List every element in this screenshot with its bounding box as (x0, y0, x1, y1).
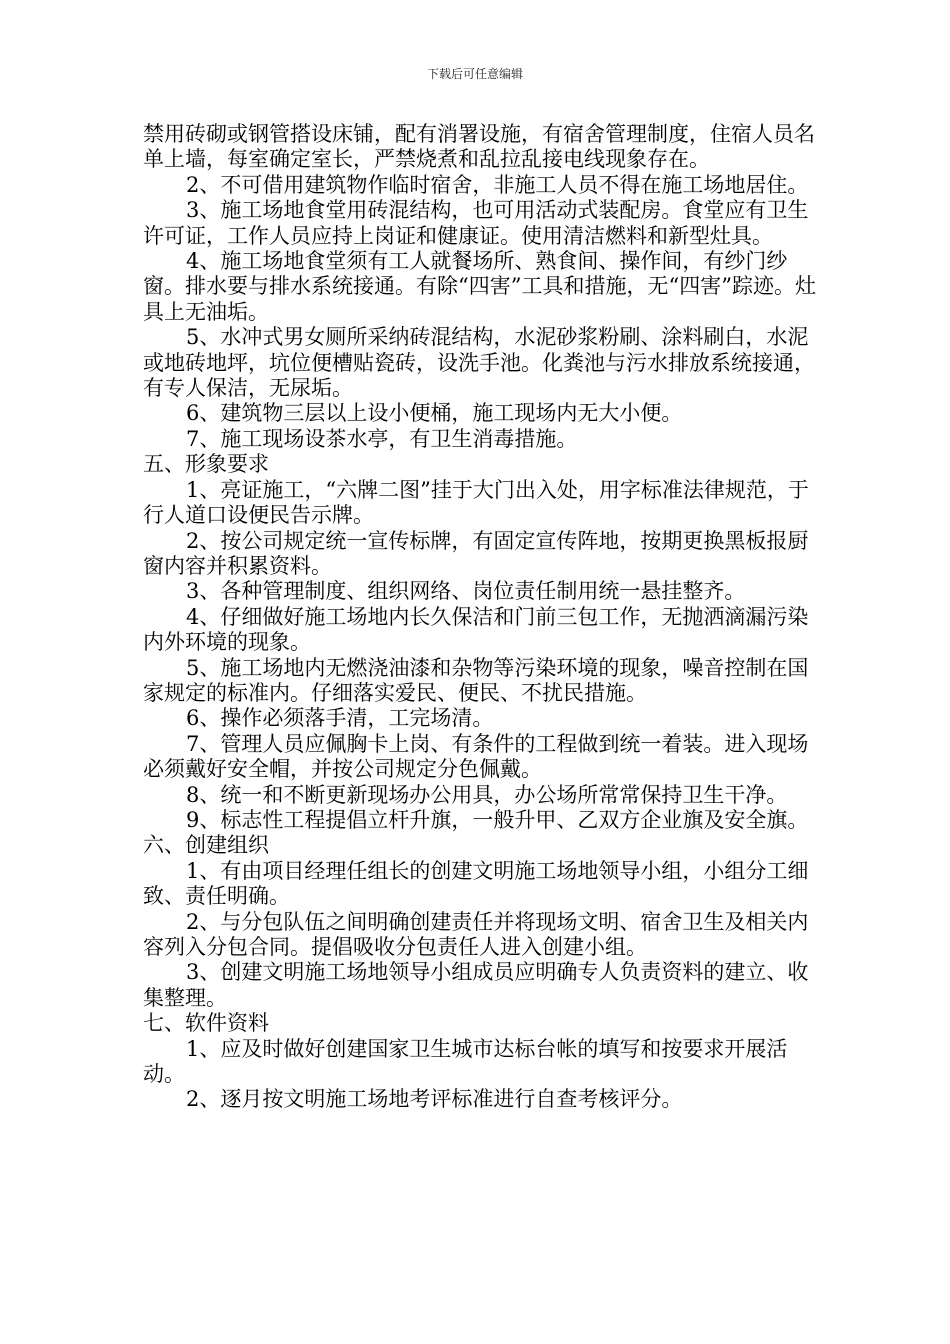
section5-item-2: 2、按公司规定统一宣传标牌，有固定宣传阵地，按期更换黑板报厨窗内容并积累资料。 (143, 528, 809, 578)
paragraph-item-5: 5、水冲式男女厕所采纳砖混结构，水泥砂浆粉刷、涂料刷白，水泥或地砖地坪，坑位便槽贴瓷砖，设洗手池。化粪池与污水排放系统接通，有专人保洁，无尿垢。 (143, 325, 815, 401)
paragraph-item-2: 2、不可借用建筑物作临时宿舍，非施工人员不得在施工场地居住。 (186, 172, 809, 197)
section-heading-image-requirements: 五、形象要求 (143, 452, 269, 477)
paragraph-dormitory-rules: 禁用砖砌或钢管搭设床铺，配有消署设施，有宿舍管理制度，住宿人员名单上墙，每室确定室长，严禁烧煮和乱拉乱接电线现象存在。 (143, 122, 815, 172)
section5-item-8: 8、统一和不断更新现场办公用具，办公场所常常保持卫生干净。 (186, 782, 788, 807)
section-heading-software-materials: 七、软件资料 (143, 1011, 269, 1036)
section5-item-7: 7、管理人员应佩胸卡上岗、有条件的工程做到统一着装。进入现场必须戴好安全帽，并按公司规定分色佩戴。 (143, 731, 809, 782)
paragraph-item-6: 6、建筑物三层以上设小便桶，施工现场内无大小便。 (186, 401, 683, 426)
section5-item-6: 6、操作必须落手清，工完场清。 (186, 706, 494, 731)
paragraph-item-3: 3、施工场地食堂用砖混结构，也可用活动式装配房。食堂应有卫生许可证，工作人员应持上岗证和健康证。使用清洁燃料和新型灶具。 (143, 198, 809, 248)
paragraph-item-7: 7、施工现场设茶水亭，有卫生消毒措施。 (186, 426, 578, 451)
section7-item-1: 1、应及时做好创建国家卫生城市达标台帐的填写和按要求开展活动。 (143, 1036, 788, 1087)
section6-item-3: 3、创建文明施工场地领导小组成员应明确专人负责资料的建立、收集整理。 (143, 960, 809, 1010)
paragraph-item-4: 4、施工场地食堂须有工人就餐场所、熟食间、操作间，有纱门纱窗。排水要与排水系统接通。有除“四害”工具和措施，无“四害”踪迹。灶具上无油垢。 (143, 249, 816, 324)
section5-item-9: 9、标志性工程提倡立杆升旗，一般升甲、乙双方企业旗及安全旗。 (186, 807, 809, 832)
section5-item-3: 3、各种管理制度、组织网络、岗位责任制用统一悬挂整齐。 (186, 579, 746, 604)
section7-item-2: 2、逐月按文明施工场地考评标准进行自查考核评分。 (186, 1087, 683, 1112)
section5-item-1: 1、亮证施工，“六牌二图”挂于大门出入处，用字标准法律规范，于行人道口设便民告示牌。 (143, 477, 809, 528)
section6-item-1: 1、有由项目经理任组长的创建文明施工场地领导小组，小组分工细致、责任明确。 (143, 858, 809, 909)
document-body (143, 122, 823, 1113)
section5-item-5: 5、施工场地内无燃浇油漆和杂物等污染环境的现象，噪音控制在国家规定的标准内。仔细落实爱民、便民、不扰民措施。 (143, 655, 809, 705)
section5-item-4: 4、仔细做好施工场地内长久保洁和门前三包工作，无抛洒滴漏污染内外环境的现象。 (143, 604, 809, 655)
section-heading-organization: 六、创建组织 (143, 833, 269, 858)
page-header: 下载后可任意编辑 (426, 67, 523, 81)
section6-item-2: 2、与分包队伍之间明确创建责任并将现场文明、宿舍卫生及相关内容列入分包合同。提倡吸收分包责任人进入创建小组。 (143, 909, 809, 959)
